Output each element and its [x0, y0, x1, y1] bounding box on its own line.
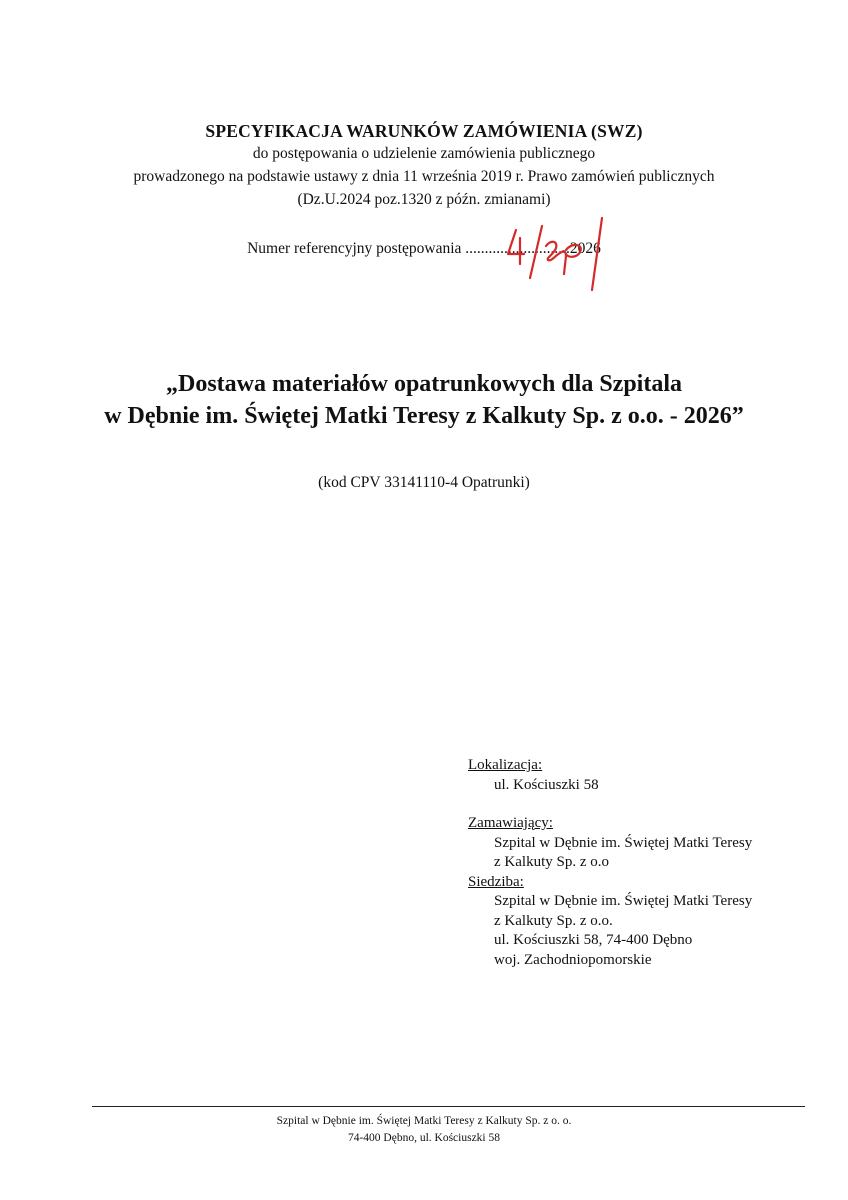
- seat-line-4: woj. Zachodniopomorskie: [494, 951, 652, 968]
- header-line-2: prowadzonego na podstawie ustawy z dnia 11 września 2019 r. Prawo zamówień publicznych: [133, 168, 715, 185]
- buyer-label: Zamawiający:: [468, 815, 553, 831]
- reference-dots: ...........................: [465, 240, 570, 257]
- procurement-title: [0, 368, 848, 432]
- document-header: [0, 120, 848, 211]
- header-line-3: (Dz.U.2024 poz.1320 z późn. zmianami): [297, 191, 551, 208]
- footer-divider: [92, 1106, 805, 1107]
- location-label: Lokalizacja:: [468, 757, 543, 773]
- location-value: ul. Kościuszki 58: [494, 776, 599, 793]
- buyer-line-2: z Kalkuty Sp. z o.o: [494, 854, 609, 870]
- document-title: SPECYFIKACJA WARUNKÓW ZAMÓWIENIA (SWZ): [205, 121, 643, 141]
- seat-line-2: z Kalkuty Sp. z o.o.: [494, 912, 613, 929]
- reference-number-line: [0, 240, 848, 258]
- seat-line-1: Szpital w Dębnie im. Świętej Matki Teresy: [494, 893, 753, 909]
- page-footer: [0, 1113, 848, 1147]
- reference-year: 2026: [569, 240, 601, 257]
- reference-label: Numer referencyjny postępowania: [247, 240, 462, 257]
- handwritten-reference-mark: [498, 216, 628, 296]
- footer-line-1: Szpital w Dębnie im. Świętej Matki Teresy z Kalkuty Sp. z o. o.: [276, 1115, 572, 1127]
- header-line-1: do postępowania o udzielenie zamówienia publicznego: [252, 145, 596, 162]
- footer-line-2: 74-400 Dębno, ul. Kościuszki 58: [347, 1132, 501, 1144]
- seat-line-3: ul. Kościuszki 58, 74-400 Dębno: [494, 932, 693, 948]
- seat-label: Siedziba:: [468, 873, 524, 890]
- procurement-title-line-1: „Dostawa materiałów opatrunkowych dla Szpitala: [165, 371, 682, 397]
- contracting-authority-info: [468, 756, 752, 970]
- buyer-line-1: Szpital w Dębnie im. Świętej Matki Teresy: [494, 834, 753, 851]
- procurement-title-line-2: w Dębnie im. Świętej Matki Teresy z Kalkuty Sp. z o.o. - 2026”: [104, 403, 744, 429]
- cpv-code: (kod CPV 33141110-4 Opatrunki): [318, 474, 530, 491]
